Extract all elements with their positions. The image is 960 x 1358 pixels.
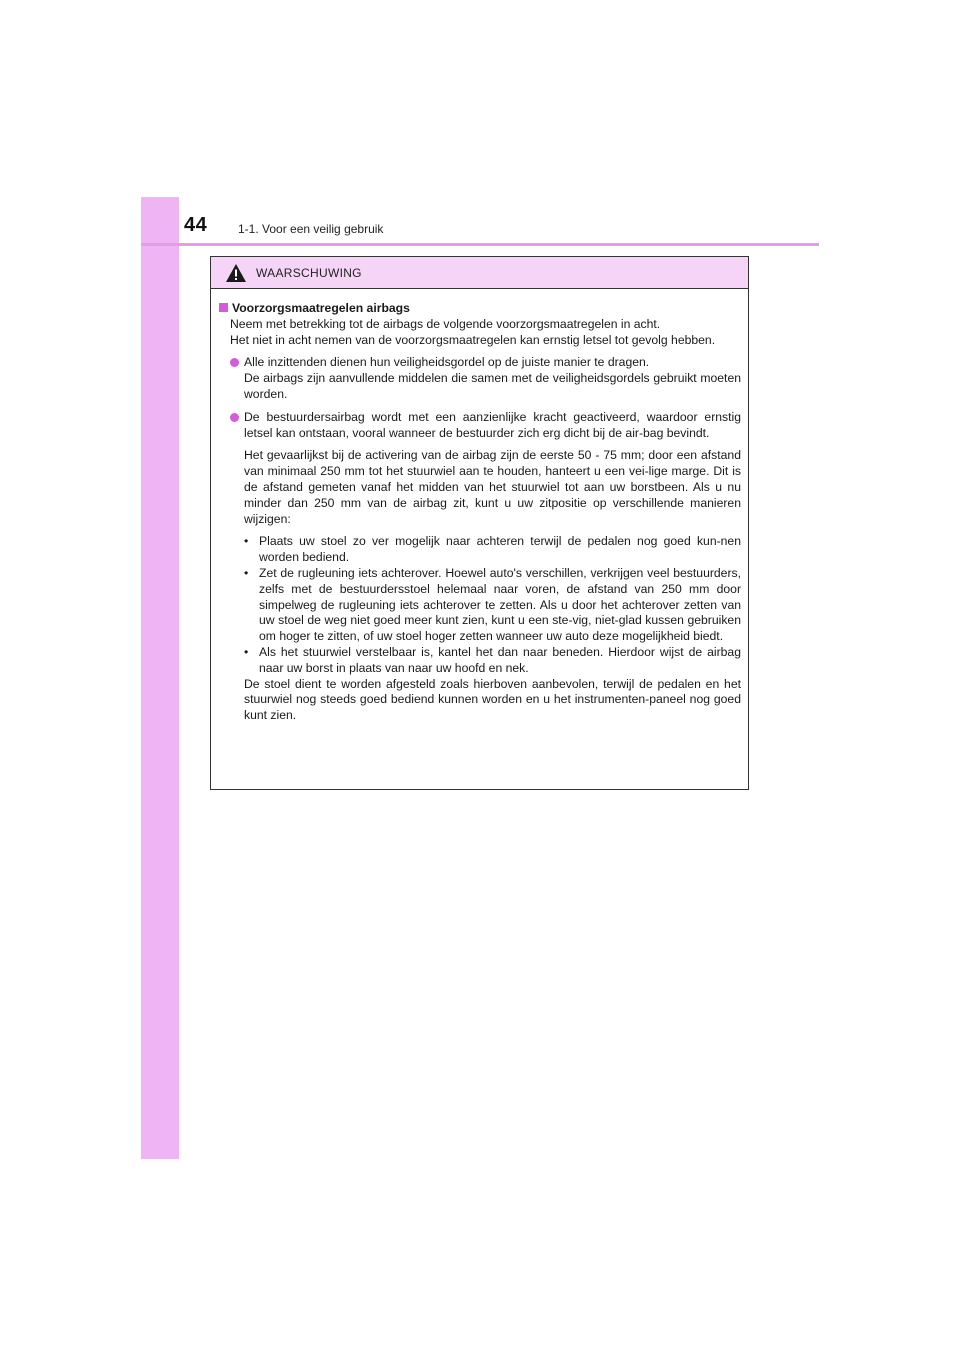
bullet-line: De airbags zijn aanvullende middelen die samen met de veiligheidsgordels gebruikt moeten worden. bbox=[244, 371, 741, 401]
bullet-item bbox=[218, 355, 741, 402]
detail-paragraph: Het gevaarlijkst bij de activering van de airbag zijn de eerste 50 - 75 mm; door een afstand van minimaal 250 mm tot het stuurwiel aan te houden, hanteert u een vei-lige marge. Dit is de afstand gemeten vanaf het midden van het stuurwiel tot aan uw borstbeen. Als u nu minder dan 250 mm van de airbag zit, kunt u uw zitpositie op verschillende manieren wijzigen: bbox=[244, 448, 741, 526]
bullet-line: De bestuurdersairbag wordt met een aanzienlijke kracht geactiveerd, waardoor ernstig letsel kan ontstaan, vooral wanneer de bestuurder zich erg dicht bij de air-bag bevindt. bbox=[244, 409, 741, 440]
dash-item bbox=[244, 566, 741, 645]
warning-title: WAARSCHUWING bbox=[256, 265, 362, 280]
dash-list bbox=[218, 534, 741, 724]
dash-item-text: Als het stuurwiel verstelbaar is, kantel het dan naar beneden. Hierdoor wijst de airbag naar uw borst in plaats van naar uw hoofd en nek. bbox=[259, 644, 741, 675]
dash-item-text: Plaats uw stoel zo ver mogelijk naar achteren terwijl de pedalen nog goed kun-nen worden bediend. bbox=[259, 534, 741, 565]
bullet-line: Alle inzittenden dienen hun veiligheidsgordel op de juiste manier te dragen. bbox=[244, 355, 650, 370]
intro-line-2: Het niet in acht nemen van de voorzorgsmaatregelen kan ernstig letsel tot gevolg hebben. bbox=[230, 332, 716, 347]
round-bullet-icon bbox=[230, 413, 239, 422]
intro-line-1: Neem met betrekking tot de airbags de volgende voorzorgsmaatregelen in acht. bbox=[230, 316, 661, 331]
header-rule bbox=[141, 243, 819, 246]
warning-heading-text: Voorzorgsmaatregelen airbags bbox=[232, 301, 410, 315]
bullet-item bbox=[218, 410, 741, 442]
warning-triangle-icon bbox=[225, 263, 247, 283]
dash-item bbox=[244, 645, 741, 677]
warning-header bbox=[211, 257, 748, 289]
warning-heading bbox=[218, 301, 741, 317]
page-number: 44 bbox=[184, 214, 208, 236]
warning-body bbox=[211, 289, 748, 724]
square-bullet-icon bbox=[219, 303, 228, 312]
chapter-side-tab bbox=[141, 197, 179, 1159]
round-bullet-icon bbox=[230, 358, 239, 367]
warning-box bbox=[210, 256, 749, 790]
dash-item bbox=[244, 534, 741, 566]
dash-item-text: Zet de rugleuning iets achterover. Hoewel auto's verschillen, verkrijgen veel bestuurders, zelfs met de bestuurdersstoel helemaal naar voren, de afstand van 250 mm door simpelweg de rugleuning iets achterover te zetten. Als u door het achterover zetten van uw stoel de weg niet goed meer kunt zien, kunt u een ste-vig, niet-glad kussen gebruiken om hoger te zitten, of uw stoel hoger zetten wanneer uw auto deze mogelijkheid biedt. bbox=[259, 565, 741, 644]
dash-bullet-icon: • bbox=[244, 644, 249, 659]
dash-bullet-icon: • bbox=[244, 565, 249, 580]
closing-paragraph: De stoel dient te worden afgesteld zoals hierboven aanbevolen, terwijl de pedalen en het stuurwiel nog steeds goed bediend kunnen worden en u het instrumenten-paneel nog goed kunt zien. bbox=[244, 676, 741, 723]
section-title: 1-1. Voor een veilig gebruik bbox=[238, 222, 384, 236]
dash-bullet-icon: • bbox=[244, 534, 249, 549]
